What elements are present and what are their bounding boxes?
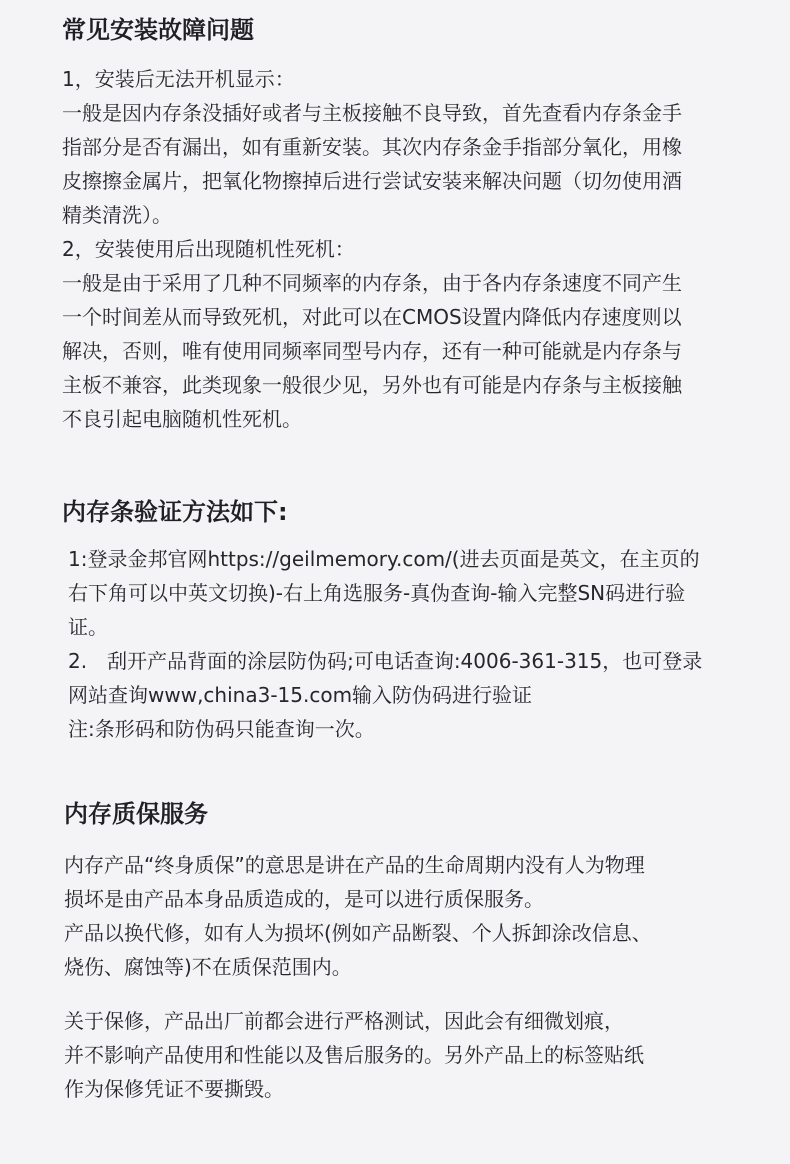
warranty-paragraph [64, 848, 764, 984]
text-line: 1，安装后无法开机显示： [62, 67, 295, 91]
text-line: 不良引起电脑随机性死机。 [62, 407, 302, 431]
section-installation-faults [0, 0, 790, 450]
text-line: 烧伤、腐蚀等)不在质保范围内。 [64, 955, 352, 979]
text-line: 损坏是由产品本身品质造成的，是可以进行质保服务。 [64, 887, 544, 911]
section-title: 内存条验证方法如下: [62, 498, 288, 526]
text-line: 2. 刮开产品背面的涂层防伪码;可电话查询:4006-361-315，也可登录 [68, 649, 703, 673]
text-line: 产品以换代修，如有人为损坏(例如产品断裂、个人拆卸涂改信息、 [64, 921, 652, 945]
text-line: 解决，否则，唯有使用同频率同型号内存，还有一种可能就是内存条与 [62, 339, 682, 363]
text-line: 1:登录金邦官网https://geilmemory.com/(进去页面是英文，在主页的 [68, 547, 700, 571]
text-line: 2，安装使用后出现随机性死机： [62, 237, 355, 261]
text-line: 作为保修凭证不要撕毁。 [64, 1077, 284, 1101]
text-line: 关于保修，产品出厂前都会进行严格测试，因此会有细微划痕， [64, 1009, 624, 1033]
text-line: 右下角可以中英文切换)-右上角选服务-真伪查询-输入完整SN码进行验 [68, 581, 686, 605]
section-body [68, 542, 768, 746]
section-body [62, 62, 762, 436]
text-line: 指部分是否有漏出，如有重新安装。其次内存条金手指部分氧化，用橡 [62, 135, 682, 159]
section-title: 内存质保服务 [64, 800, 208, 828]
text-line: 内存产品“终身质保”的意思是讲在产品的生命周期内没有人为物理 [64, 853, 645, 877]
text-line: 主板不兼容，此类现象一般很少见，另外也有可能是内存条与主板接触 [62, 373, 682, 397]
text-line: 一般是因内存条没插好或者与主板接触不良导致，首先查看内存条金手 [62, 101, 682, 125]
section-verification-method [0, 480, 790, 770]
text-line: 一个时间差从而导致死机，对此可以在CMOS设置内降低内存速度则以 [62, 305, 682, 329]
text-line: 网站查询www,china3-15.com输入防伪码进行验证 [68, 683, 533, 707]
text-line: 一般是由于采用了几种不同频率的内存条，由于各内存条速度不同产生 [62, 271, 682, 295]
text-line: 皮擦擦金属片，把氧化物擦掉后进行尝试安装来解决问题（切勿使用酒 [62, 169, 682, 193]
section-title: 常见安装故障问题 [62, 16, 254, 44]
repair-paragraph [64, 1004, 764, 1106]
section-warranty-service [0, 790, 790, 1164]
text-line: 证。 [68, 615, 108, 639]
text-line: 并不影响产品使用和性能以及售后服务的。另外产品上的标签贴纸 [64, 1043, 644, 1067]
text-line: 精类清洗）。 [62, 203, 172, 227]
text-line: 注:条形码和防伪码只能查询一次。 [68, 717, 375, 741]
